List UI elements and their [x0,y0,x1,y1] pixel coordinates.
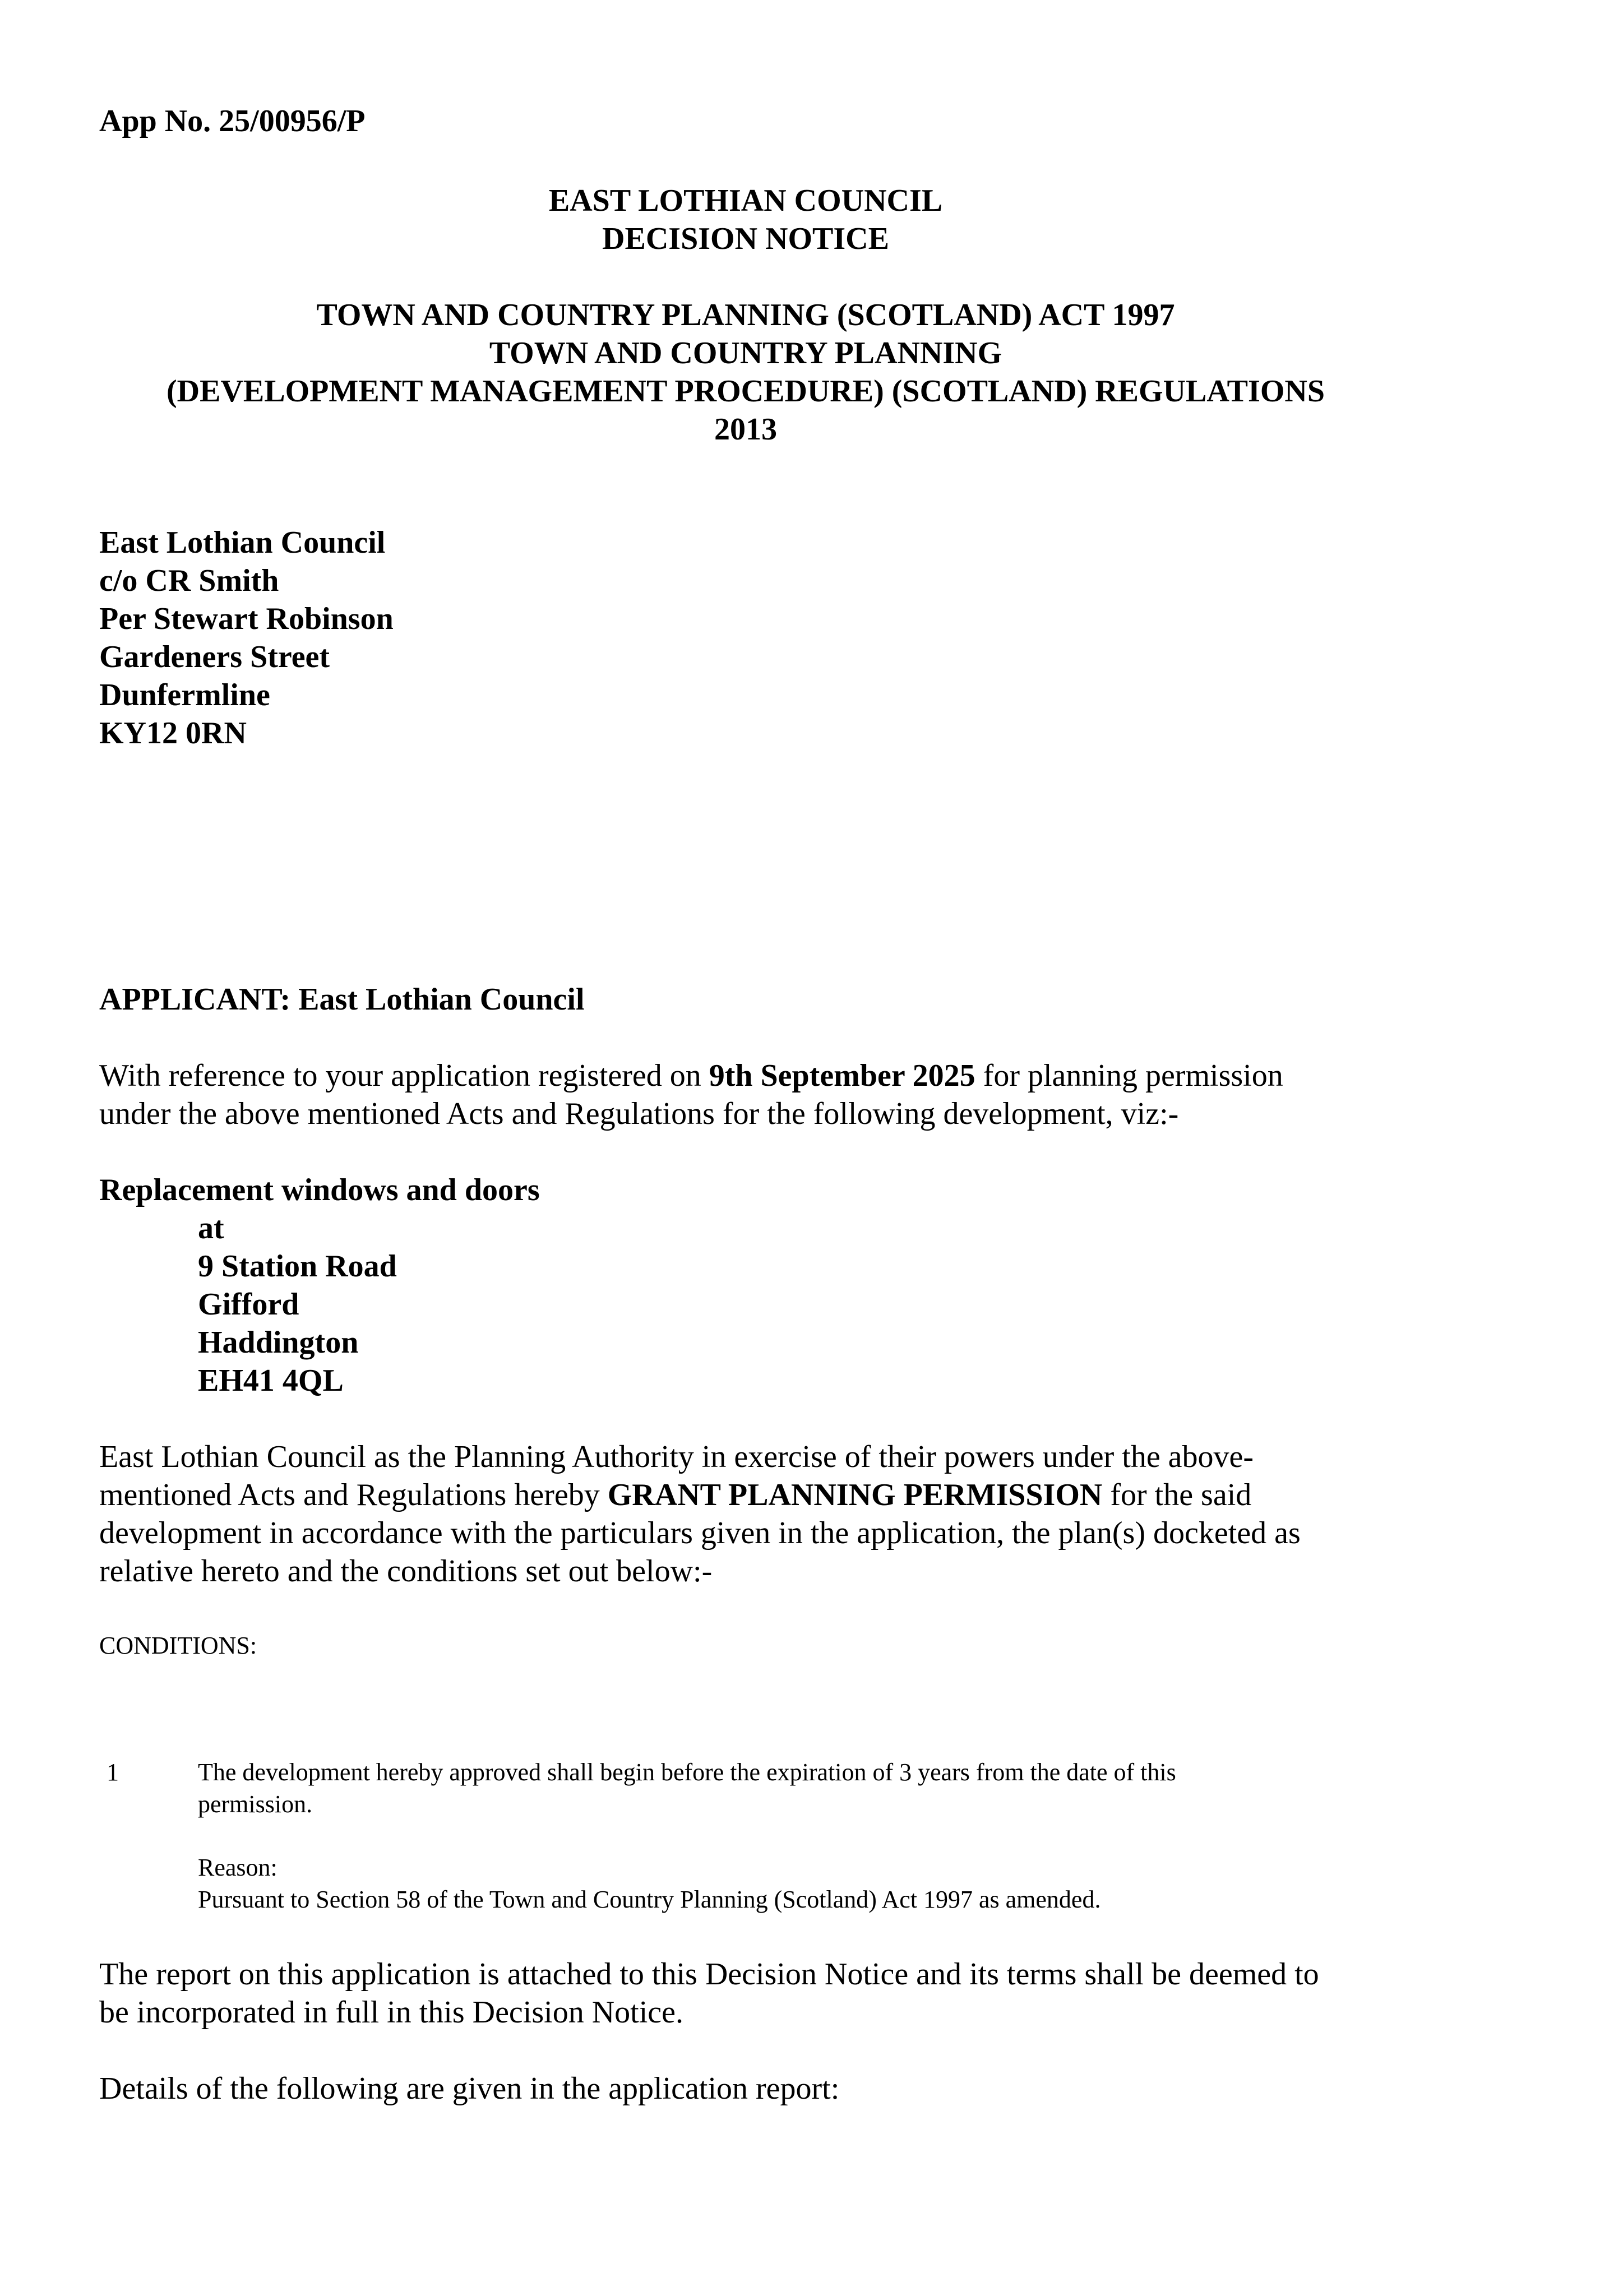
grant-line-3: development in accordance with the particulars given in the application, the plan(s) docketed as [99,1516,1301,1550]
address-line: East Lothian Council [99,525,386,560]
condition-text: The development hereby approved shall begin before the expiration of 3 years from the date of this [198,1758,1176,1786]
grant-line-2 [99,1479,1251,1511]
reference-line-1 [99,1060,1283,1091]
address-line: KY12 0RN [99,716,247,751]
registration-date: 9th September 2025 [709,1058,975,1093]
reference-text: for planning permission [975,1058,1283,1093]
report-line-2: be incorporated in full in this Decision Notice. [99,1995,683,2030]
site-address-line: EH41 4QL [198,1363,344,1398]
report-line-1: The report on this application is attached to this Decision Notice and its terms shall be deemed to [99,1957,1319,1992]
council-title: EAST LOTHIAN COUNCIL [548,183,943,218]
site-address-line: Gifford [198,1287,299,1322]
details-line: Details of the following are given in the application report: [99,2071,840,2106]
act-title-2: TOWN AND COUNTRY PLANNING [489,336,1002,371]
conditions-heading: CONDITIONS: [99,1632,257,1659]
grant-line-4: relative hereto and the conditions set out below:- [99,1554,713,1589]
notice-title: DECISION NOTICE [602,221,889,256]
development-title: Replacement windows and doors [99,1173,540,1207]
app-number: App No. 25/00956/P [99,104,366,138]
condition-text: permission. [198,1790,313,1818]
act-title-4: 2013 [714,412,777,447]
address-line: Dunfermline [99,678,270,712]
address-line: Gardeners Street [99,640,330,674]
grant-text: mentioned Acts and Regulations hereby [99,1478,608,1512]
development-at: at [198,1211,224,1246]
condition-reason-label: Reason: [198,1854,278,1881]
reference-line-2: under the above mentioned Acts and Regulations for the following development, viz:- [99,1096,1179,1131]
site-address-line: Haddington [198,1325,359,1360]
grant-text: for the said [1102,1478,1252,1512]
grant-decision: GRANT PLANNING PERMISSION [607,1478,1103,1512]
address-line: c/o CR Smith [99,563,279,598]
address-line: Per Stewart Robinson [99,601,394,636]
applicant-line: APPLICANT: East Lothian Council [99,982,585,1017]
condition-number: 1 [107,1758,119,1786]
grant-line-1: East Lothian Council as the Planning Authority in exercise of their powers under the above- [99,1439,1254,1474]
act-title-1: TOWN AND COUNTRY PLANNING (SCOTLAND) ACT 1997 [316,298,1175,332]
site-address-line: 9 Station Road [198,1249,397,1284]
condition-reason-text: Pursuant to Section 58 of the Town and Country Planning (Scotland) Act 1997 as amended. [198,1886,1101,1913]
act-title-3: (DEVELOPMENT MANAGEMENT PROCEDURE) (SCOTLAND) REGULATIONS [167,374,1325,409]
reference-text: With reference to your application registered on [99,1058,709,1093]
